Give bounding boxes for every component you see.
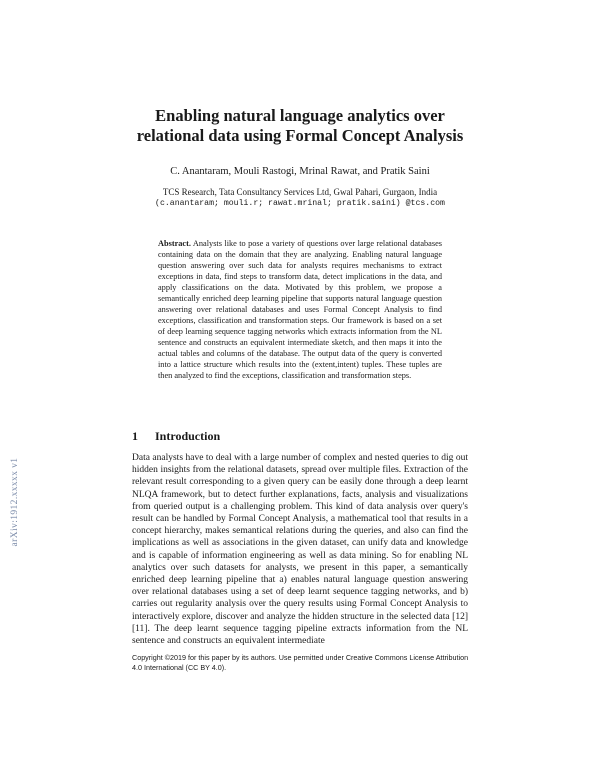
paper-title-line-1: Enabling natural language analytics over: [155, 106, 445, 125]
arxiv-identifier: [3, 407, 23, 607]
affiliation-emails: (c.anantaram; mouli.r; rawat.mrinal; pratik.saini) @tcs.com: [155, 199, 445, 208]
author-list: C. Anantaram, Mouli Rastogi, Mrinal Rawat, and Pratik Saini: [170, 166, 430, 177]
abstract-label: Abstract.: [158, 239, 191, 248]
section-title: Introduction: [155, 429, 221, 443]
affiliation: [90, 186, 510, 210]
arxiv-identifier-text: arXiv:1912.xxxxx v1: [10, 457, 20, 547]
abstract-text: Analysts like to pose a variety of questions over large relational databases containing data on the domain that they are analyzing. Enabling natural language question answering over such data for analysts requires mechanisms to extract exceptions in data, find steps to transform data, detect implications in the data, and apply classifications on the data. Motivated by this problem, we propose a semantically enriched deep learning pipeline that supports natural language question answering over relational databases and uses Formal Concept Analysis to find exceptions, classification and transformation steps. Our framework is based on a set of deep learning sequence tagging networks which extracts information from the NL sentence and constructs an equivalent intermediate sketch, and then maps it into the actual tables and columns of the database. The output data of the query is converted into a lattice structure which results into the (extent,intent) tuples. These tuples are then analyzed to find the exceptions, classification and transformation steps.: [158, 239, 442, 380]
section-heading-introduction: [132, 429, 468, 444]
introduction-paragraph: Data analysts have to deal with a large number of complex and nested queries to dig out hidden insights from the relational datasets, spread over multiple files. Extraction of the relevant result corresponding to a given query can be easily done through a deep learnt NLQA framework, but to detect further explanations, facts, analysis and visualizations from queried output is a challenging problem. This kind of data analysis over query's result can be handled by Formal Concept Analysis, a mathematical tool that results in a concept hierarchy, makes semantical relations during the queries, and also can find the implications as well as associations in the given dataset, can unify data and knowledge and is capable of information engineering as well as data mining. So for enabling NL analytics over such datasets for analysts, we present in this paper, a semantically enriched deep learning pipeline that a) enables natural language question answering over relational databases using a set of deep learnt sequence tagging networks, and b) carries out regularity analysis over the query results using Formal Concept Analysis to interactively explore, discover and analyze the hidden structure in the selected data [12] [11]. The deep learnt sequence tagging pipeline extracts information from the NL sentence and constructs an equivalent intermediate: [132, 453, 468, 647]
section-number: 1: [132, 429, 138, 443]
paper-title: [100, 106, 500, 146]
affiliation-organization: TCS Research, Tata Consultancy Services Ltd, Gwal Pahari, Gurgaon, India: [162, 187, 438, 197]
paper-title-line-2: relational data using Formal Concept Analysis: [136, 126, 464, 145]
abstract: [158, 238, 442, 381]
copyright-footnote: Copyright ©2019 for this paper by its authors. Use permitted under Creative Commons License Attribution 4.0 International (CC BY 4.0).: [132, 653, 469, 672]
